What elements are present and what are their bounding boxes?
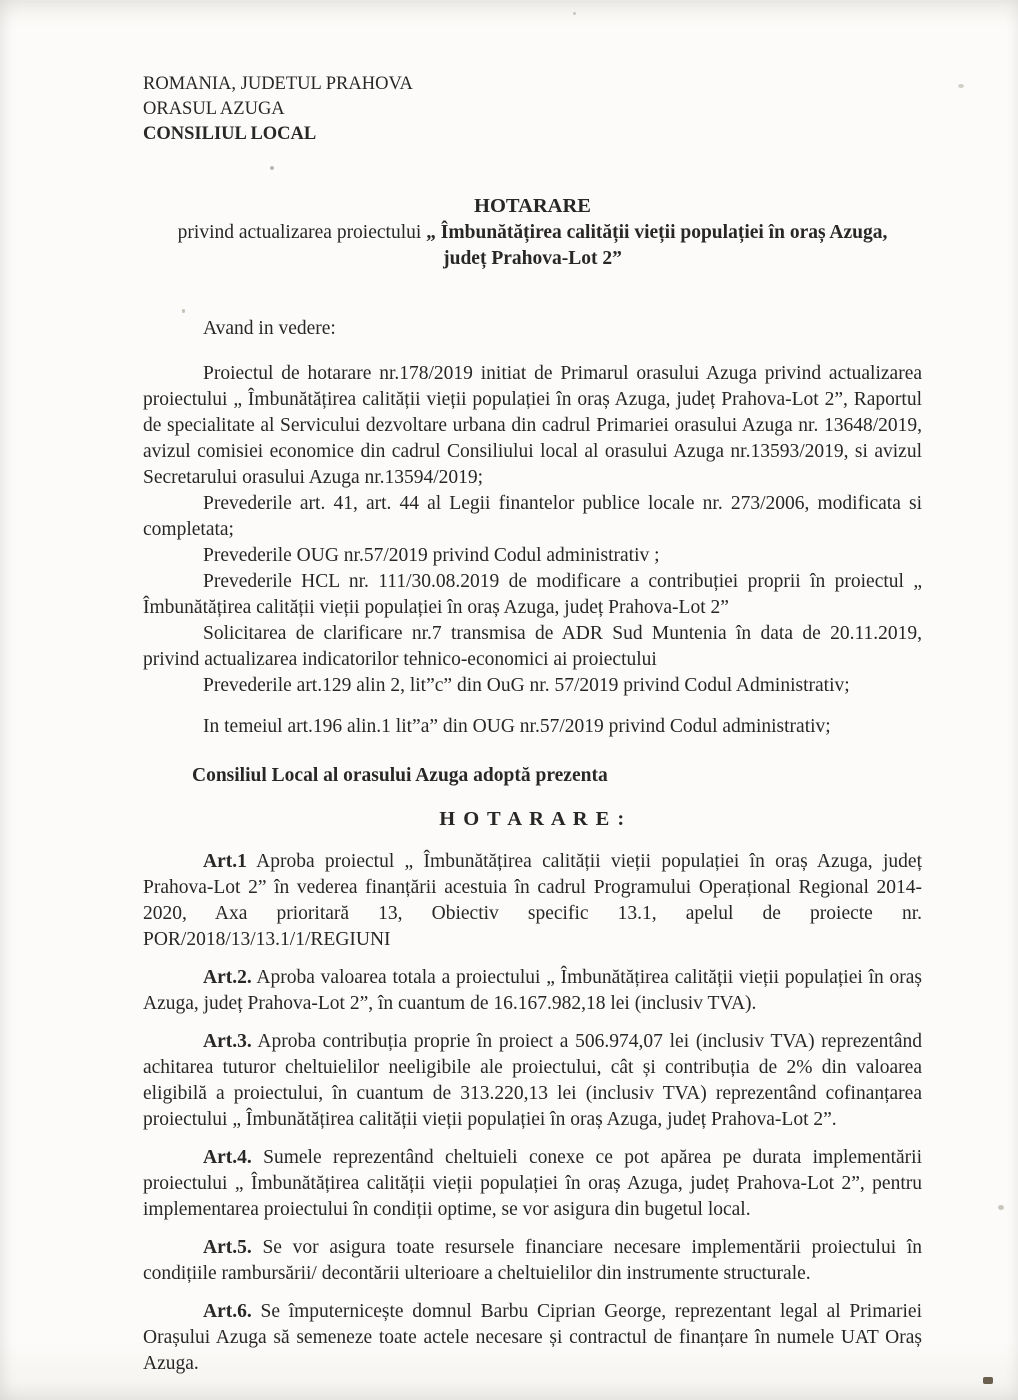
article-2 [143,965,922,1017]
letterhead [143,72,922,147]
article-6-label: Art.6. [203,1301,252,1322]
article-4-text: Sumele reprezentând cheltuieli conexe ce pot apărea pe durata implementării proiectului „ Îmbunătățirea calității vieții populației în oraș Azuga, județ Prahova-Lot 2”, pentru implementarea proiectului în condiții optime, se vor asigura din bugetul local. [143,1147,922,1220]
article-3-label: Art.3. [203,1031,252,1052]
preamble-item-5: Solicitarea de clarificare nr.7 transmisa de ADR Sud Muntenia în data de 20.11.2019, privind actualizarea indicatorilor tehnico-economici ai proiectului [143,623,922,670]
preamble-intro: Avand in vedere: [203,318,336,339]
adoption-line: Consiliul Local al orasului Azuga adoptă prezenta [192,765,608,786]
scan-speck [270,166,274,170]
document-subtitle [143,220,922,246]
article-6-text: Se împuternicește domnul Barbu Ciprian George, reprezentant legal al Primariei Orașului Azuga să semeneze toate actele necesare și contractul de finanțare în numele UAT Oraș Azuga. [143,1301,922,1374]
subtitle-bold-part: „ Îmbunătățirea calității vieții populației în oraș Azuga, [426,222,888,243]
article-2-text: Aproba valoarea totala a proiectului „ Îmbunătățirea calității vieții populației în oraș Azuga, județ Prahova-Lot 2”, în cuantum de 16.167.982,18 lei (inclusiv TVA). [143,967,922,1014]
scan-speck [182,309,185,313]
document-title: HOTARARE [474,195,591,217]
preamble-item-2: Prevederile art. 41, art. 44 al Legii finantelor publice locale nr. 273/2006, modificata si completata; [143,493,922,540]
legal-basis-paragraph: In temeiul art.196 alin.1 lit”a” din OUG nr.57/2019 privind Codul administrativ; [203,716,831,737]
hotarare-heading: H O T A R A R E : [439,808,626,830]
article-5-label: Art.5. [203,1237,252,1258]
title-block [143,193,922,272]
preamble-item-3: Prevederile OUG nr.57/2019 privind Codul administrativ ; [203,545,660,566]
preamble-item-4: Prevederile HCL nr. 111/30.08.2019 de modificare a contribuției proprii în proiectul „ Îmbunătățirea calității vieții populației în oraș Azuga, județ Prahova-Lot 2” [143,571,922,618]
article-5-text: Se vor asigura toate resursele financiare necesare implementării proiectului în condițiile rambursării/ decontării ulterioare a cheltuielilor din instrumente structurale. [143,1237,922,1284]
scan-speck [998,1205,1004,1210]
article-4 [143,1145,922,1223]
preamble-item-6: Prevederile art.129 alin 2, lit”c” din OuG nr. 57/2019 privind Codul Administrativ; [203,675,850,696]
article-5 [143,1235,922,1287]
letterhead-city: ORASUL AZUGA [143,99,285,119]
article-2-label: Art.2. [203,967,252,988]
article-3-text: Aproba contribuția proprie în proiect a 506.974,07 lei (inclusiv TVA) reprezentând achitarea tuturor cheltuielilor neeligibile ale proiectului, cât și contribuția de 2% din valoarea eligibilă a proiectului, în cuantum de 313.220,13 lei (inclusiv TVA) reprezentând cofinanțarea proiectului „ Îmbunătățirea calității vieții populației în oraș Azuga, județ Prahova-Lot 2”. [143,1031,922,1130]
article-6 [143,1299,922,1377]
article-3 [143,1029,922,1133]
document-subtitle-line2: județ Prahova-Lot 2” [443,248,622,269]
article-1-text: Aproba proiectul „ Îmbunătățirea calității vieții populației în oraș Azuga, județ Prahova-Lot 2” în vederea finanțării acestuia în cadrul Programului Operațional Regional 2014-2020, Axa prioritară 13, Obiectiv specific 13.1, apelul de proiecte nr. POR/2018/13/13.1/1/REGIUNI [143,851,922,950]
subtitle-regular-part: privind actualizarea proiectului [177,222,427,243]
letterhead-country-county: ROMANIA, JUDETUL PRAHOVA [143,74,413,94]
scan-speck [958,84,964,88]
scan-speck [573,12,576,15]
scan-speck [983,1377,993,1384]
article-1-label: Art.1 [203,851,247,872]
article-4-label: Art.4. [203,1147,252,1168]
preamble-item-1: Proiectul de hotarare nr.178/2019 initiat de Primarul orasului Azuga privind actualizarea proiectului „ Îmbunătățirea calității vieții populației în oraș Azuga, județ Prahova-Lot 2”, Raportul de specialitate al Servicului dezvoltare urbana din cadrul Primariei orasului Azuga nr. 13648/2019, avizul comisiei economice din cadrul Consiliului local al orasului Azuga nr.13593/2019, si avizul Secretarului orasului Azuga nr.13594/2019; [143,363,922,488]
article-1 [143,849,922,953]
letterhead-council: CONSILIUL LOCAL [143,124,317,144]
